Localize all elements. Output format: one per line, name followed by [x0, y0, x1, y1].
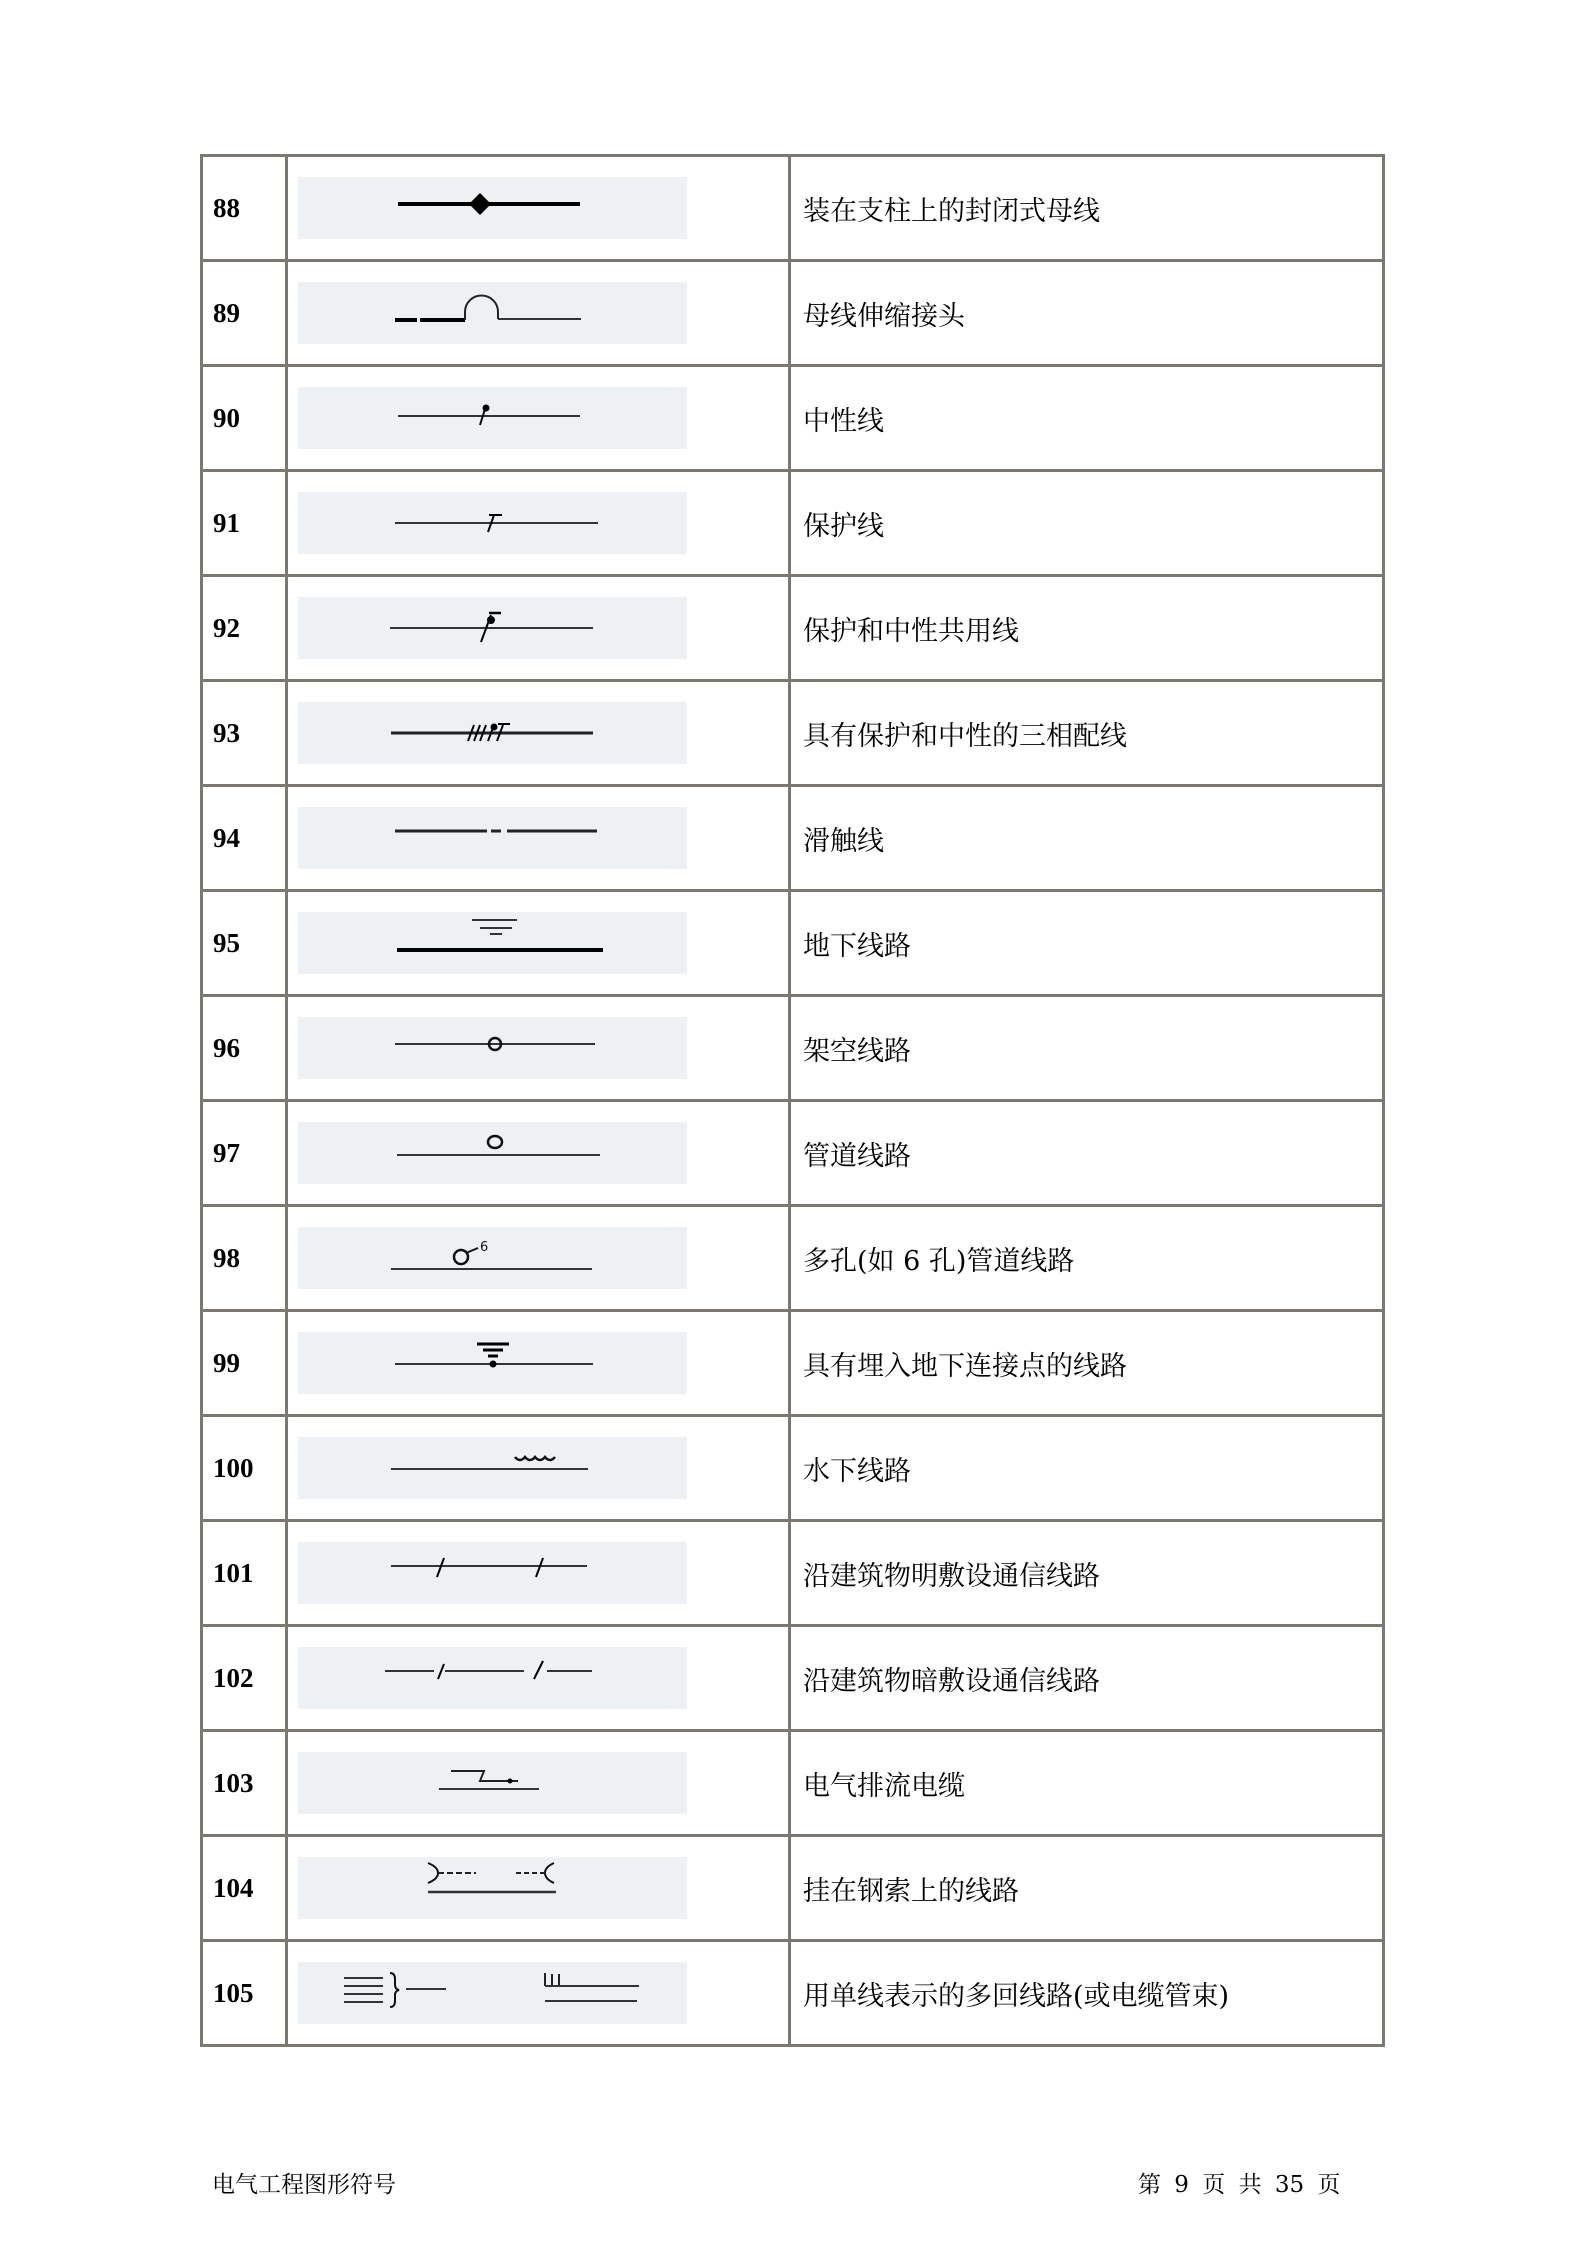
table-row	[202, 1311, 1384, 1416]
symbol-image	[298, 702, 687, 764]
drainage-cable-icon	[298, 1752, 687, 1814]
symbol-image	[298, 387, 687, 449]
row-number: 91	[202, 471, 287, 576]
bus-with-diamond-support-icon	[298, 177, 687, 239]
bus-expansion-joint-icon	[298, 282, 687, 344]
row-number: 98	[202, 1206, 287, 1311]
symbol-image	[298, 807, 687, 869]
concealed-comm-line-icon	[298, 1647, 687, 1709]
underwater-line-icon	[298, 1437, 687, 1499]
symbol-image	[298, 1647, 687, 1709]
table-row	[202, 576, 1384, 681]
three-phase-with-pe-n-icon	[298, 702, 687, 764]
symbol-image	[298, 492, 687, 554]
symbol-image	[298, 1542, 687, 1604]
symbol-image	[298, 1857, 687, 1919]
table-row	[202, 1626, 1384, 1731]
symbol-image	[298, 597, 687, 659]
row-description: 母线伸缩接头	[790, 261, 1384, 366]
symbol-image	[298, 1437, 687, 1499]
symbol-image	[298, 1962, 687, 2024]
table-row	[202, 1206, 1384, 1311]
row-description: 用单线表示的多回线路(或电缆管束)	[790, 1941, 1384, 2046]
symbol-image	[298, 1017, 687, 1079]
table-row	[202, 1731, 1384, 1836]
conduit-line-icon	[298, 1122, 687, 1184]
table-row	[202, 786, 1384, 891]
row-number: 89	[202, 261, 287, 366]
row-description: 地下线路	[790, 891, 1384, 996]
row-description: 电气排流电缆	[790, 1731, 1384, 1836]
trolley-line-icon	[298, 807, 687, 869]
row-description: 管道线路	[790, 1101, 1384, 1206]
row-number: 95	[202, 891, 287, 996]
symbol-image	[298, 177, 687, 239]
overhead-line-icon	[298, 1017, 687, 1079]
row-description: 具有埋入地下连接点的线路	[790, 1311, 1384, 1416]
symbol-image	[298, 1752, 687, 1814]
row-description: 中性线	[790, 366, 1384, 471]
symbol-image	[298, 1227, 687, 1289]
table-row	[202, 681, 1384, 786]
row-number: 99	[202, 1311, 287, 1416]
exposed-comm-line-icon	[298, 1542, 687, 1604]
protective-neutral-line-icon	[298, 597, 687, 659]
multi-circuit-single-line-icon	[298, 1962, 687, 2024]
row-description: 沿建筑物暗敷设通信线路	[790, 1626, 1384, 1731]
row-number: 88	[202, 156, 287, 261]
neutral-line-icon	[298, 387, 687, 449]
row-number: 104	[202, 1836, 287, 1941]
row-number: 100	[202, 1416, 287, 1521]
table-row	[202, 366, 1384, 471]
symbol-image	[298, 912, 687, 974]
table-row	[202, 1521, 1384, 1626]
row-description: 架空线路	[790, 996, 1384, 1101]
multi-hole-conduit-icon	[298, 1227, 687, 1289]
svg-text:6: 6	[480, 1240, 489, 1255]
row-description: 保护和中性共用线	[790, 576, 1384, 681]
row-number: 92	[202, 576, 287, 681]
document-title-footer: 电气工程图形符号	[212, 2172, 396, 2198]
row-number: 101	[202, 1521, 287, 1626]
buried-ground-connection-line-icon	[298, 1332, 687, 1394]
table-row	[202, 1836, 1384, 1941]
table-row	[202, 996, 1384, 1101]
row-number: 90	[202, 366, 287, 471]
protective-line-icon	[298, 492, 687, 554]
symbol-image	[298, 1332, 687, 1394]
row-number: 102	[202, 1626, 287, 1731]
row-description: 具有保护和中性的三相配线	[790, 681, 1384, 786]
table-row	[202, 471, 1384, 576]
row-description: 装在支柱上的封闭式母线	[790, 156, 1384, 261]
row-number: 94	[202, 786, 287, 891]
table-row	[202, 261, 1384, 366]
symbol-image	[298, 1122, 687, 1184]
row-number: 96	[202, 996, 287, 1101]
table-row	[202, 1101, 1384, 1206]
symbol-table	[200, 154, 1385, 2047]
messenger-wire-line-icon	[298, 1857, 687, 1919]
table-row	[202, 156, 1384, 261]
row-description: 沿建筑物明敷设通信线路	[790, 1521, 1384, 1626]
page-number-footer: 第 9 页 共 35 页	[1138, 2172, 1341, 2198]
row-number: 97	[202, 1101, 287, 1206]
row-description: 滑触线	[790, 786, 1384, 891]
row-number: 103	[202, 1731, 287, 1836]
row-description: 保护线	[790, 471, 1384, 576]
row-description: 多孔(如 6 孔)管道线路	[790, 1206, 1384, 1311]
symbol-image	[298, 282, 687, 344]
row-description: 水下线路	[790, 1416, 1384, 1521]
row-number: 105	[202, 1941, 287, 2046]
table-row	[202, 1941, 1384, 2046]
table-row	[202, 891, 1384, 996]
row-number: 93	[202, 681, 287, 786]
row-description: 挂在钢索上的线路	[790, 1836, 1384, 1941]
table-row	[202, 1416, 1384, 1521]
underground-line-icon	[298, 912, 687, 974]
